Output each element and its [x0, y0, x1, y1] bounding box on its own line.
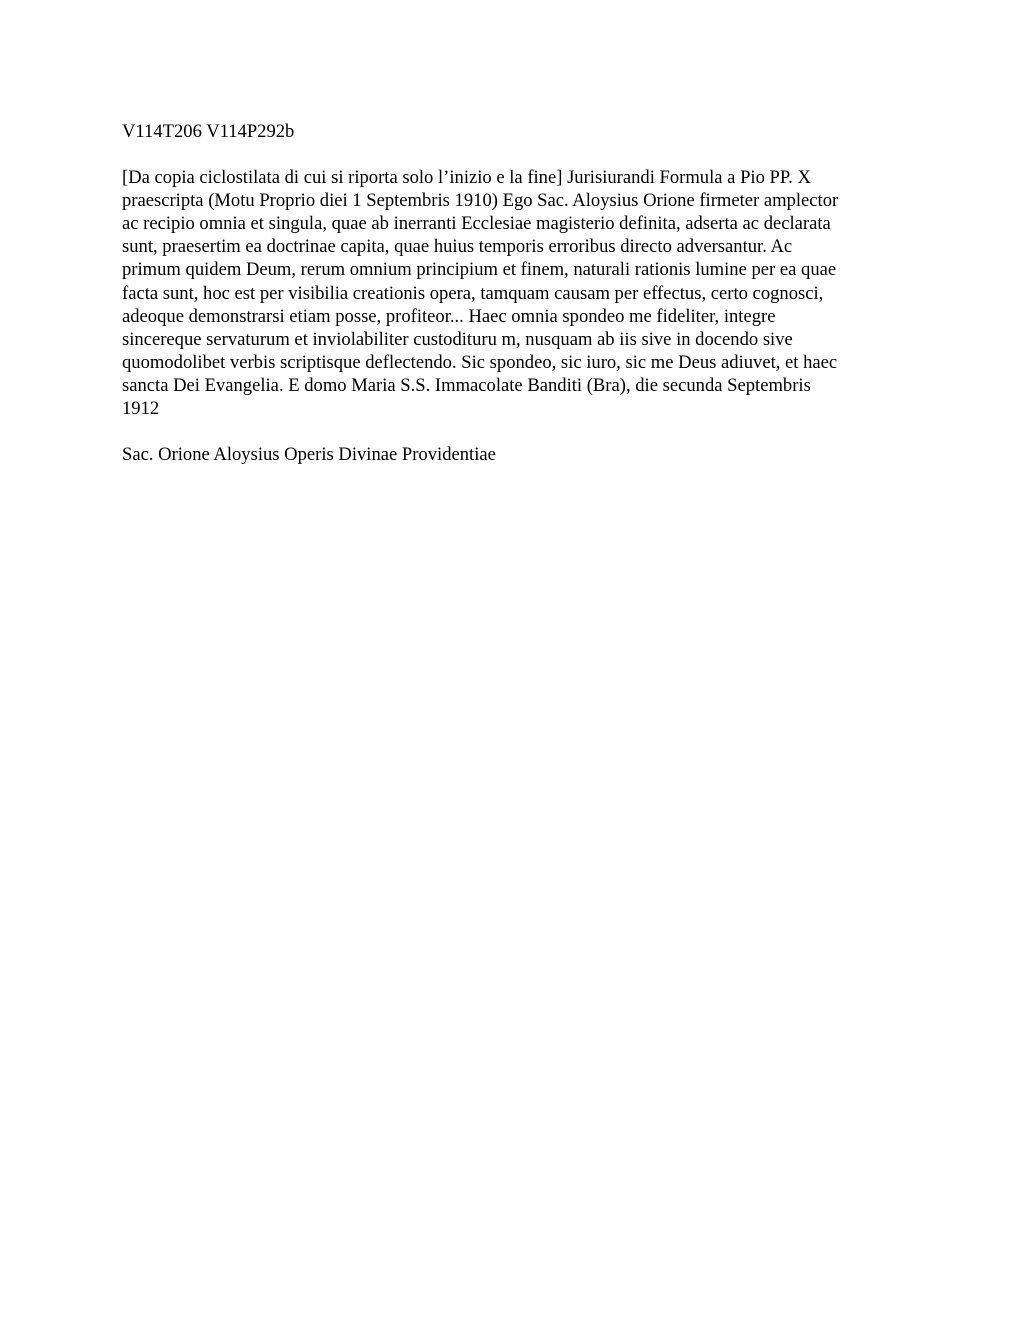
oath-line: sincereque servaturum et inviolabiliter custodituru m, nusquam ab iis sive in docendo sive: [122, 328, 793, 350]
oath-line: 1912: [122, 398, 160, 420]
oath-line: facta sunt, hoc est per visibilia creationis opera, tamquam causam per effectus, certo cognosci,: [122, 282, 824, 304]
oath-line: praescripta (Motu Proprio diei 1 Septembris 1910) Ego Sac. Aloysius Orione firmeter amplector: [122, 190, 839, 212]
oath-line: sancta Dei Evangelia. E domo Maria S.S. Immacolate Banditi (Bra), die secunda Septembris: [122, 374, 811, 396]
oath-line: ac recipio omnia et singula, quae ab inerranti Ecclesiae magisterio definita, adserta ac declarata: [122, 213, 831, 235]
document-reference: V114T206 V114P292b: [122, 121, 295, 142]
oath-line: sunt, praesertim ea doctrinae capita, quae huius temporis erroribus directo adversantur. Ac: [122, 236, 793, 258]
oath-line: [Da copia ciclostilata di cui si riporta solo l’inizio e la fine] Jurisiurandi Formula a Pio PP. X: [122, 167, 811, 189]
signature-line: Sac. Orione Aloysius Operis Divinae Providentiae: [122, 444, 496, 466]
document-content: [122, 120, 912, 466]
oath-text: [122, 166, 912, 420]
oath-line: quomodolibet verbis scriptisque deflectendo. Sic spondeo, sic iuro, sic me Deus adiuvet, et haec: [122, 351, 838, 373]
oath-line: adeoque demonstrarsi etiam posse, profiteor... Haec omnia spondeo me fideliter, integre: [122, 305, 776, 327]
oath-line: primum quidem Deum, rerum omnium principium et finem, naturali rationis lumine per ea quae: [122, 259, 837, 281]
